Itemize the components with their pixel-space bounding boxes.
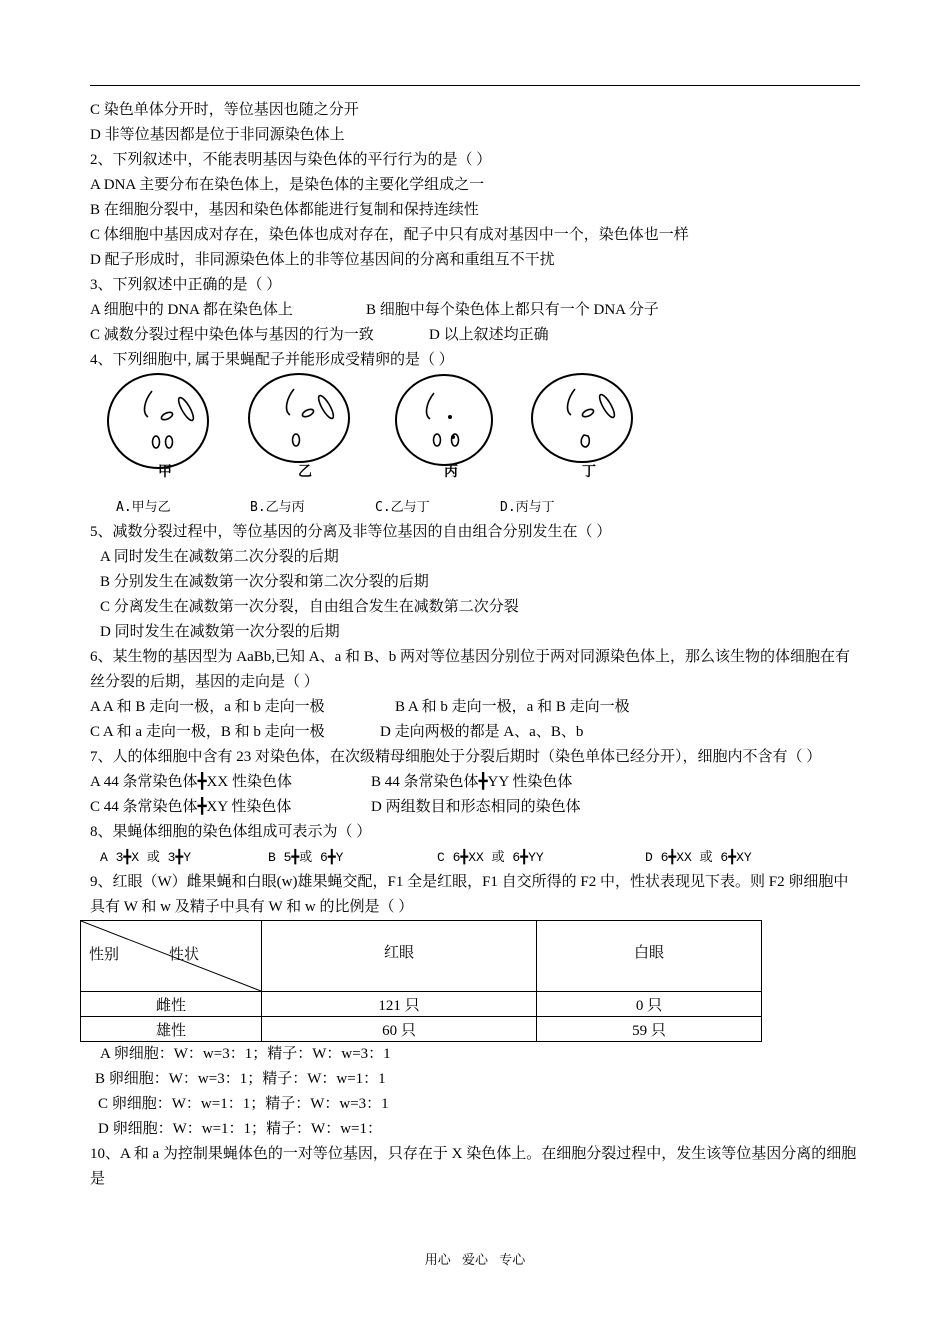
option-b: B A 和 b 走向一极，a 和 B 走向一极 [395,699,630,715]
option-b: B 卵细胞：W：w=3：1；精子：W：w=1：1 [95,1071,386,1087]
table-corner [81,921,261,991]
table-cell: 0 只 [537,992,762,1017]
cell-label: 丙 [444,464,458,480]
question-4: 4、下列细胞中, 属于果蝇配子并能形成受精卵的是（ ） [90,352,454,368]
cell-label: 甲 [158,464,172,480]
option-d: D 6╋XX 或 6╋XY [645,850,752,865]
option-row [90,770,860,795]
option-a: A 卵细胞：W：w=3：1；精子：W：w=3：1 [100,1046,391,1062]
text-line: D 非等位基因都是位于非同源染色体上 [90,127,345,143]
corner-label-sex: 性别 [89,947,120,963]
question-9: 9、红眼（W）雌果蝇和白眼(w)雄果蝇交配，F1 全是红眼，F1 自交所得的 F2 中，性状表现见下表。则 F2 卵细胞中具有 W 和 w 及精子中具有 W 和 w 的比例是（ ） [90,874,849,915]
option-b: B 分别发生在减数第一次分裂和第二次分裂的后期 [100,574,429,590]
option-row [90,720,860,745]
option-b: B 细胞中每个染色体上都只有一个 DNA 分子 [366,302,659,318]
cell-diagram-jia [106,373,224,495]
text-line: A DNA 主要分布在染色体上，是染色体的主要化学组成之一 [90,177,485,193]
option-row [90,298,860,323]
option-b: B 44 条常染色体╋YY 性染色体 [371,774,573,790]
option-b: B 5╋或 6╋Y [268,850,344,865]
option-row [90,695,860,720]
option-c: C 44 条常染色体╋XY 性染色体 [90,799,292,815]
option-c: C A 和 a 走向一极，B 和 b 走向一极 [90,724,325,740]
page-footer: 用心 爱心 专心 [424,1252,526,1267]
option-a: A.甲与乙 [116,500,171,515]
table-cell: 雌性 [81,992,262,1017]
option-d: D 走向两极的都是 A、a、B、b [380,724,584,740]
question-2: 2、下列叙述中，不能表明基因与染色体的平行行为的是（ ） [90,152,492,168]
table-cell: 121 只 [262,992,537,1017]
option-row [90,323,860,348]
option-a: A A 和 B 走向一极，a 和 b 走向一极 [90,699,325,715]
option-c: C 卵细胞：W：w=1：1；精子：W：w=3：1 [98,1096,389,1112]
text-line: C 染色单体分开时，等位基因也随之分开 [90,102,359,118]
cell-diagrams [90,373,860,495]
text-line: C 体细胞中基因成对存在，染色体也成对存在，配子中只有成对基因中一个，染色体也一样 [90,227,689,243]
question-5: 5、减数分裂过程中，等位基因的分离及非等位基因的自由组合分别发生在（ ） [90,524,612,540]
option-a: A 44 条常染色体╋XX 性染色体 [90,774,292,790]
table-header: 红眼 [262,921,537,992]
table-cell: 59 只 [537,1017,762,1042]
table-cell: 雄性 [81,1017,262,1042]
header-rule [90,85,860,86]
option-b: B.乙与丙 [250,500,305,515]
option-d: D 以上叙述均正确 [429,327,549,343]
table-corner-cell [81,921,262,992]
table-row [81,992,762,1017]
text-line: B 在细胞分裂中，基因和染色体都能进行复制和保持连续性 [90,202,479,218]
question-8: 8、果蝇体细胞的染色体组成可表示为（ ） [90,824,372,840]
q4-options [90,495,860,520]
option-d: D 卵细胞：W：w=1：1；精子：W：w=1： [98,1121,382,1137]
question-3: 3、下列叙述中正确的是（ ） [90,277,282,293]
question-6: 6、某生物的基因型为 AaBb,已知 A、a 和 B、b 两对等位基因分别位于两对同源染色体上，那么该生物的体细胞在有丝分裂的后期，基因的走向是（ ） [90,649,850,690]
cell-diagram-ding [530,373,648,495]
q8-options [90,845,860,870]
trait-table [80,920,762,1042]
table-cell: 60 只 [262,1017,537,1042]
option-d: D.丙与丁 [500,500,555,515]
option-a: A 同时发生在减数第二次分裂的后期 [100,549,339,565]
corner-label-trait: 性状 [169,947,200,963]
option-d: D 同时发生在减数第一次分裂的后期 [100,624,340,640]
option-a: A 细胞中的 DNA 都在染色体上 [90,302,293,318]
cell-diagram-bing [392,373,510,495]
document-body [90,98,860,1192]
option-c: C.乙与丁 [375,500,430,515]
option-row [90,795,860,820]
option-c: C 减数分裂过程中染色体与基因的行为一致 [90,327,374,343]
question-7: 7、人的体细胞中含有 23 对染色体，在次级精母细胞处于分裂后期时（染色单体已经分开），细胞内不含有（ ） [90,749,822,765]
table-row [81,1017,762,1042]
text-line: D 配子形成时，非同源染色体上的非等位基因间的分离和重组互不干扰 [90,252,555,268]
option-c: C 分离发生在减数第一次分裂，自由组合发生在减数第二次分裂 [100,599,519,615]
table-header: 白眼 [537,921,762,992]
option-d: D 两组数目和形态相同的染色体 [371,799,581,815]
cell-label: 丁 [582,464,596,480]
option-c: C 6╋XX 或 6╋YY [437,850,544,865]
cell-diagram-yi [246,373,364,495]
option-a: A 3╋X 或 3╋Y [100,850,192,865]
cell-label: 乙 [298,464,312,480]
question-10: 10、A 和 a 为控制果蝇体色的一对等位基因，只存在于 X 染色体上。在细胞分裂过程中，发生该等位基因分离的细胞是 [90,1146,857,1187]
